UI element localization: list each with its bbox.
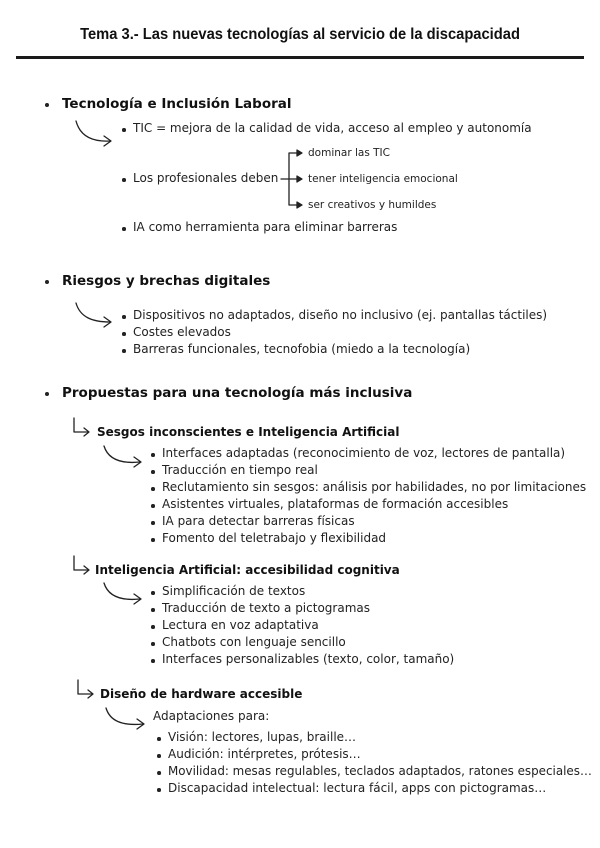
section-heading-3: Propuestas para una tecnología más inclusiva [62,385,413,401]
branch-item: tener inteligencia emocional [308,173,458,185]
intro-text: Adaptaciones para: [153,709,270,723]
list-item: IA como herramienta para eliminar barreras [133,220,398,234]
list-item: Costes elevados [133,325,231,339]
branch-item: ser creativos y humildes [308,199,437,211]
list-item: Traducción en tiempo real [162,463,318,477]
list-item: Simplificación de textos [162,584,306,598]
branch-item: dominar las TIC [308,147,390,159]
curved-arrow-icon [104,583,140,599]
list-item: IA para detectar barreras físicas [162,514,355,528]
section-heading-1: Tecnología e Inclusión Laboral [62,96,292,112]
subsection-heading: Inteligencia Artificial: accesibilidad cognitiva [95,563,400,577]
list-item: Audición: intérpretes, prótesis… [168,747,361,761]
curved-arrow-icon [76,303,110,322]
list-item: Barreras funcionales, tecnofobia (miedo a la tecnología) [133,342,471,356]
list-item: Asistentes virtuales, plataformas de formación accesibles [162,497,509,511]
page-title: Tema 3.- Las nuevas tecnologías al servicio de la discapacidad [80,26,520,43]
section-heading-2: Riesgos y brechas digitales [62,273,271,289]
list-item: Dispositivos no adaptados, diseño no inclusivo (ej. pantallas táctiles) [133,308,548,322]
list-item: Fomento del teletrabajo y flexibilidad [162,531,387,545]
subsection-heading: Sesgos inconscientes e Inteligencia Artificial [97,425,400,439]
list-item: TIC = mejora de la calidad de vida, acceso al empleo y autonomía [133,121,532,135]
list-item: Movilidad: mesas regulables, teclados adaptados, ratones especiales… [168,764,592,778]
curved-arrow-icon [106,708,143,724]
list-item: Reclutamiento sin sesgos: análisis por habilidades, no por limitaciones [162,480,587,494]
list-item: Visión: lectores, lupas, braille… [168,730,357,744]
list-item: Traducción de texto a pictogramas [162,601,370,615]
curved-arrow-icon [76,121,110,141]
list-item: Lectura en voz adaptativa [162,618,319,632]
list-item: Interfaces adaptadas (reconocimiento de voz, lectores de pantalla) [162,446,566,460]
list-item: Interfaces personalizables (texto, color, tamaño) [162,652,455,666]
list-item: Discapacidad intelectual: lectura fácil, apps con pictogramas… [168,781,547,795]
list-item: Chatbots con lenguaje sencillo [162,635,346,649]
subsection-heading: Diseño de hardware accesible [100,687,303,701]
curved-arrow-icon [104,446,140,462]
list-item: Los profesionales deben [133,171,279,185]
